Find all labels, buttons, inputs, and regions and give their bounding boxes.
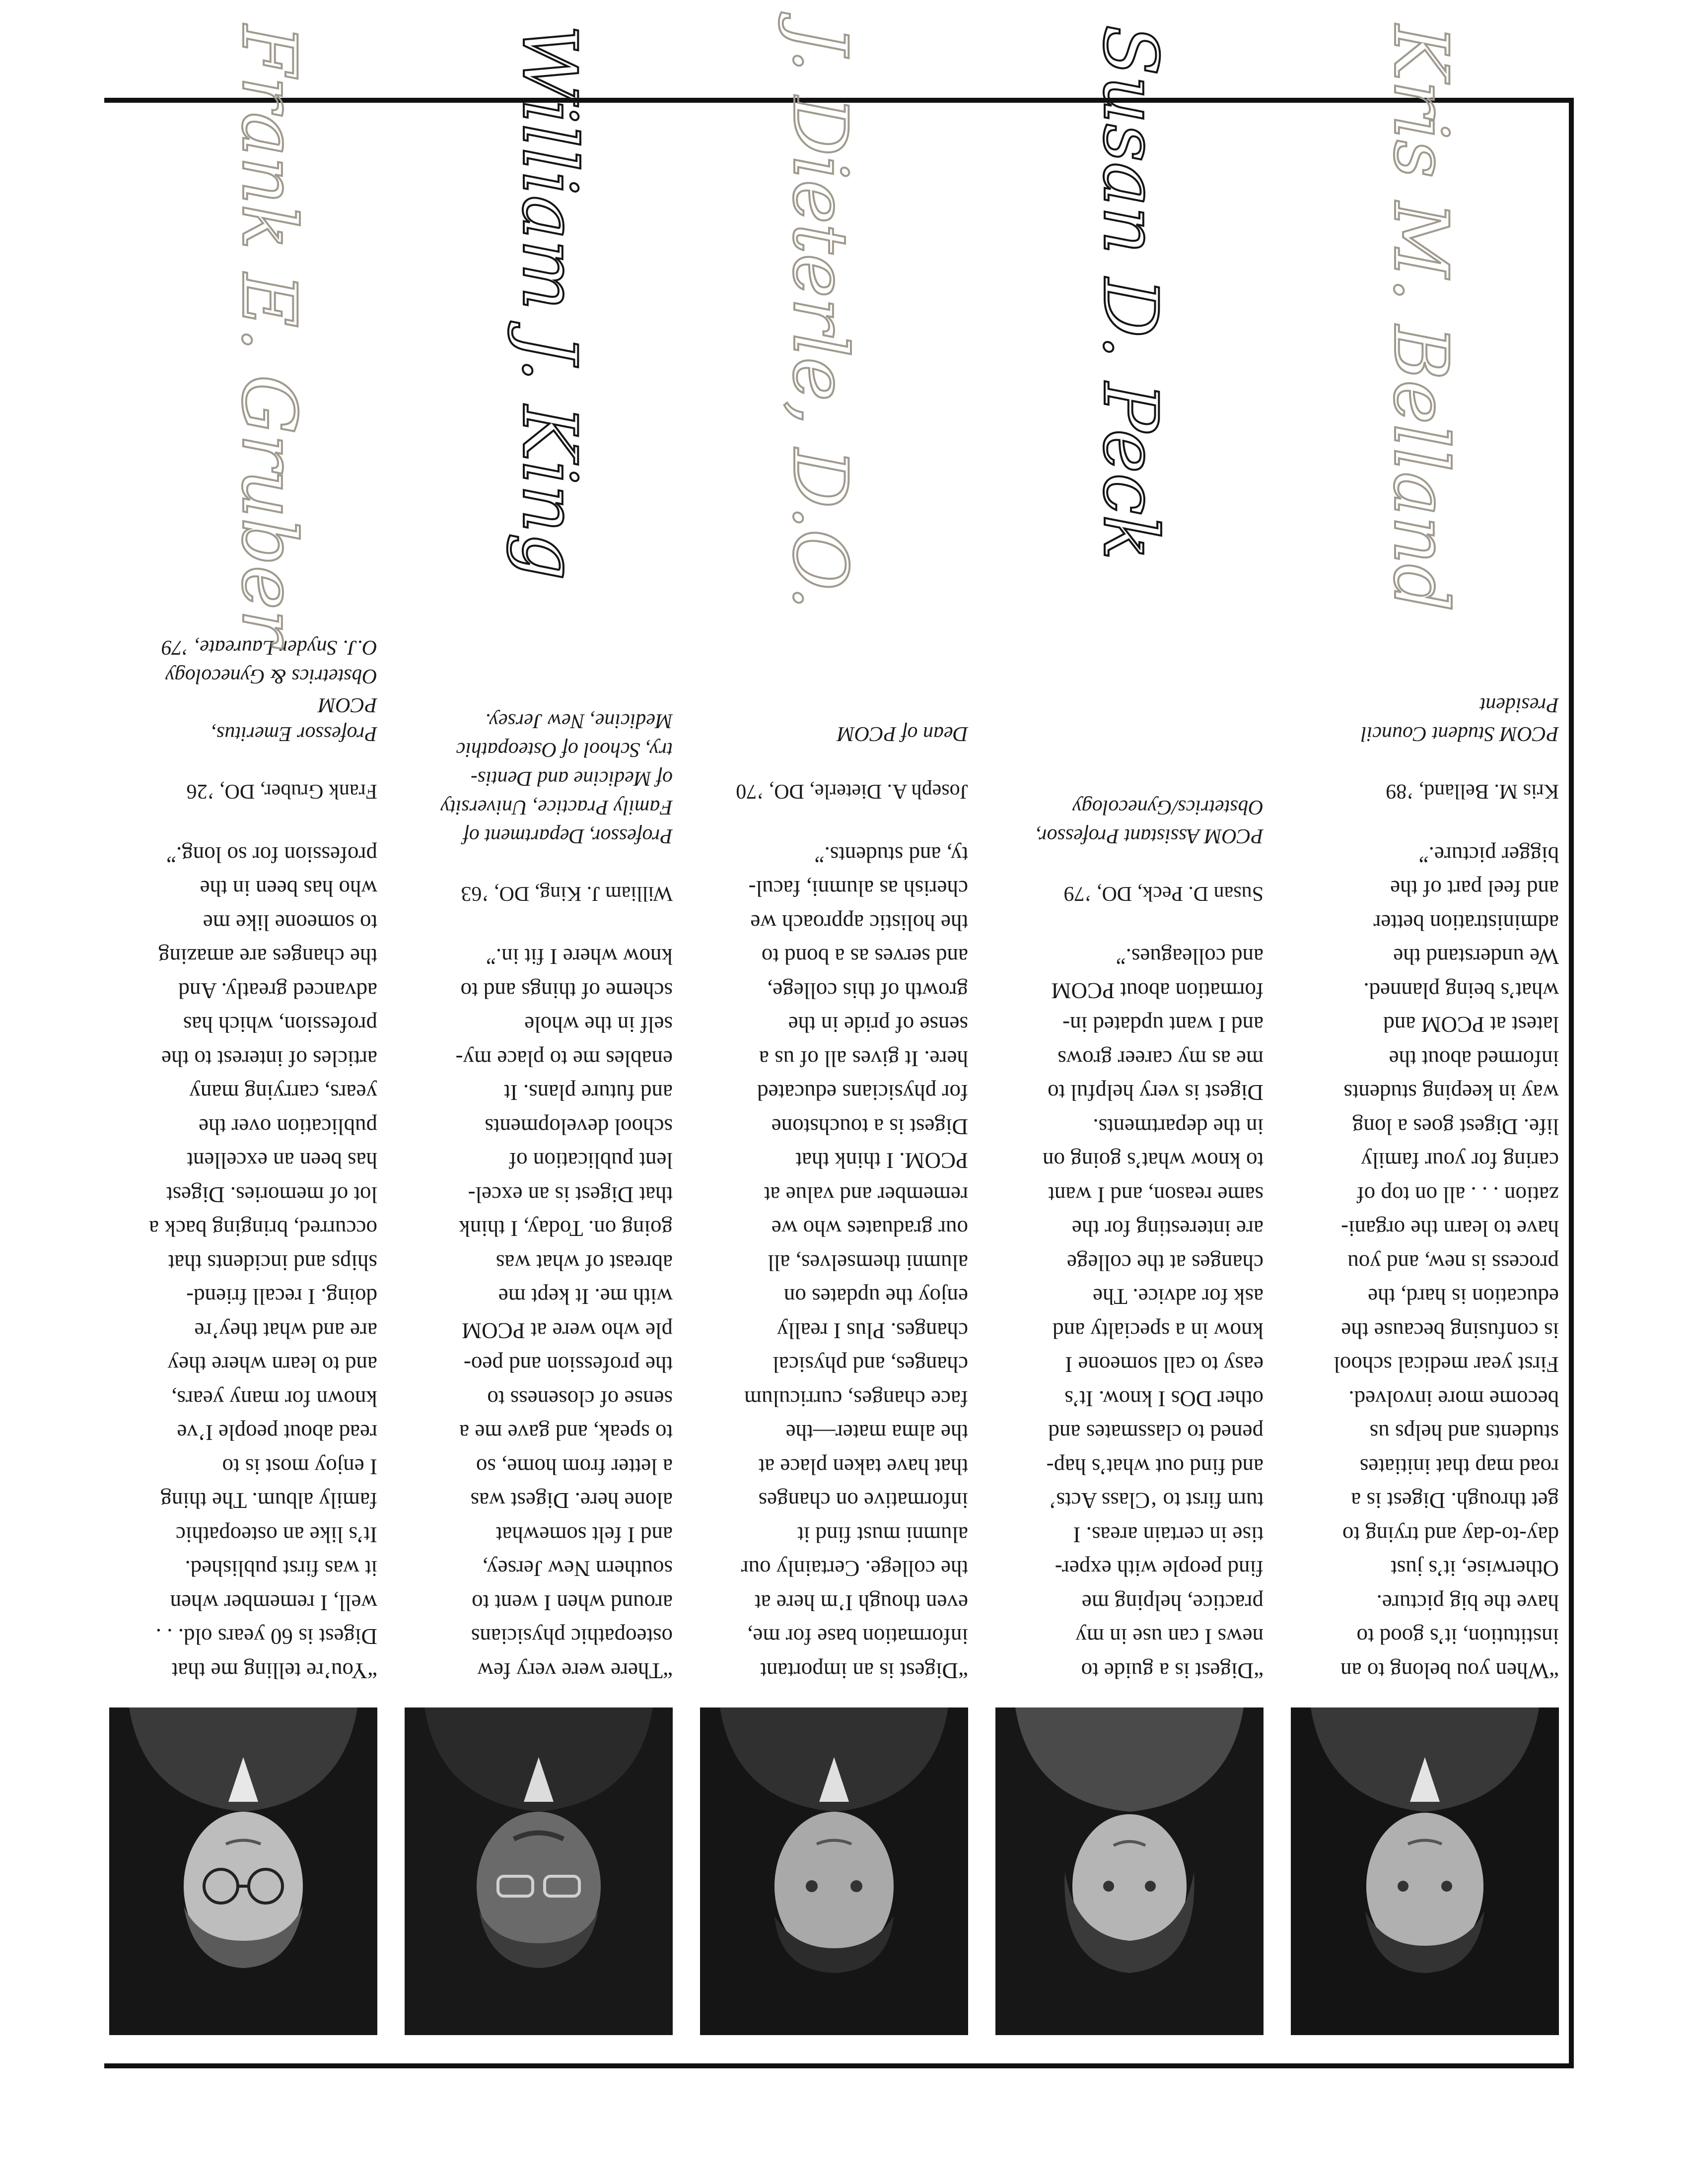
quote-text: “Digest is an important information base for me, even though I’m here at the college. Certainly our alumni must find it informative on changes that have taken place at the alma mater—the face changes, curriculum changes, and physical changes. Plus I really enjoy the updates on alumni themselves, all our graduates who we remember and value at PCOM. I think that Digest is a touchstone for physicians educated here. It gives all of us a sense of pride in the growth of this college, and serves as a bond to the holistic approach we cherish as alumni, facul- ty, and students.” bbox=[741, 842, 968, 1683]
quote-text: “When you belong to an institution, it’s good to have the big picture. Otherwise, it’s just day-to-day and trying to get through. Digest is a road map that initiates students and helps us become more involved. First year medical school is confusing because the education is hard, the process is new, and you have to learn the organi- zation . . . all on top of caring for your family life. Digest goes a long way in keeping students informed about the latest at PCOM and what’s being planned. We understand the administration better and feel part of the bigger picture.” bbox=[1334, 842, 1559, 1683]
testimonial bbox=[99, 605, 377, 1688]
signature-graphic: Susan D. Peck bbox=[1087, 25, 1173, 560]
signature-graphic: Frank E. Gruber bbox=[225, 25, 312, 645]
author-title: PCOM Student Council President bbox=[1361, 693, 1559, 746]
profile-joseph-dieterle bbox=[690, 25, 968, 2035]
attribution bbox=[690, 691, 968, 835]
frame-rule-left bbox=[1569, 98, 1574, 2068]
portrait-photo bbox=[109, 1707, 377, 2035]
attribution bbox=[1281, 662, 1559, 835]
profile-frank-gruber bbox=[99, 25, 377, 2035]
signature-graphic: Kris M. Belland bbox=[1377, 25, 1464, 612]
frame-rule-top bbox=[104, 2063, 1574, 2068]
profile-kris-belland bbox=[1281, 25, 1559, 2035]
portrait-photo bbox=[995, 1707, 1264, 2035]
author-name: Frank Gruber, DO, ’26 bbox=[186, 780, 377, 803]
profile-susan-peck bbox=[985, 25, 1264, 2035]
testimonial bbox=[985, 764, 1264, 1688]
author-title: Professor Emeritus, PCOM Obstetrics & Gynecology O.J. Snyder Laureate, ’79 bbox=[161, 636, 377, 746]
testimonial bbox=[395, 678, 673, 1688]
author-title: Dean of PCOM bbox=[837, 722, 968, 746]
profile-william-king bbox=[395, 25, 673, 2035]
signature bbox=[760, 25, 889, 610]
signature-graphic: J. Dieterle, D.O. bbox=[776, 25, 863, 610]
quote-text: “Digest is a guide to news I can use in my practice, helping me find people with exper- tise in certain areas. I turn first to ‘Class Acts’ and find out what’s hap- pened to classmates and other DOs I know. It’s easy to call someone I know in a specialty and ask for advice. The changes at the college are interesting for the same reason, and I want to know what’s going on in the departments. Digest is very helpful to me as my career grows and I want updated in- formation about PCOM and colleagues.” bbox=[1043, 944, 1264, 1683]
testimonial bbox=[690, 691, 968, 1688]
signature-graphic: William J. King bbox=[506, 25, 592, 581]
quote-text: “You’re telling me that Digest is 60 years old. . . well, I remember when it was first published. It’s like an osteopathic family album. The thing I enjoy most is to read about people I’ve known for many years, and to learn where they are and what they’re doing. I recall friend- ships and incidents that occurred, bringing back a lot of memories. Digest has been an excellent publication over the years, carrying many articles of interest to the profession, which has advanced greatly. And the changes are amazing to someone like me who has been in the profession for so long.” bbox=[149, 842, 377, 1683]
author-name: Joseph A. Dieterle, DO, ’70 bbox=[736, 780, 968, 803]
author-title: Professor, Department of Family Practice, University of Medicine and Dentis- try, School of Osteopathic Medicine, New Jersey. bbox=[440, 709, 673, 847]
signature bbox=[489, 25, 618, 581]
author-name: William J. King, DO, ’63 bbox=[461, 882, 673, 905]
portrait-photo bbox=[1291, 1707, 1559, 2035]
author-name: Kris M. Belland, ’89 bbox=[1386, 780, 1559, 803]
signature bbox=[1360, 25, 1489, 612]
author-name: Susan D. Peck, DO, ’79 bbox=[1063, 882, 1264, 905]
quote-text: “There were very few osteopathic physicians around when I went to southern New Jersey, and I felt somewhat alone here. Digest was a letter from home, so to speak, and gave me a sense of closeness to the profession and peo- ple who were at PCOM with me. It kept me abreast of what was going on. Today, I think that Digest is an excel- lent publication of school developments and future plans. It enables me to place my- self in the whole scheme of things and to know where I fit in.” bbox=[455, 944, 673, 1683]
signature bbox=[209, 25, 338, 645]
attribution bbox=[395, 678, 673, 937]
testimonial bbox=[1281, 662, 1559, 1688]
attribution bbox=[985, 764, 1264, 937]
portrait-photo bbox=[700, 1707, 968, 2035]
author-title: PCOM Assistant Professor, Obstetrics/Gynecology bbox=[1036, 796, 1264, 847]
signature bbox=[1070, 25, 1199, 560]
portrait-photo bbox=[405, 1707, 673, 2035]
